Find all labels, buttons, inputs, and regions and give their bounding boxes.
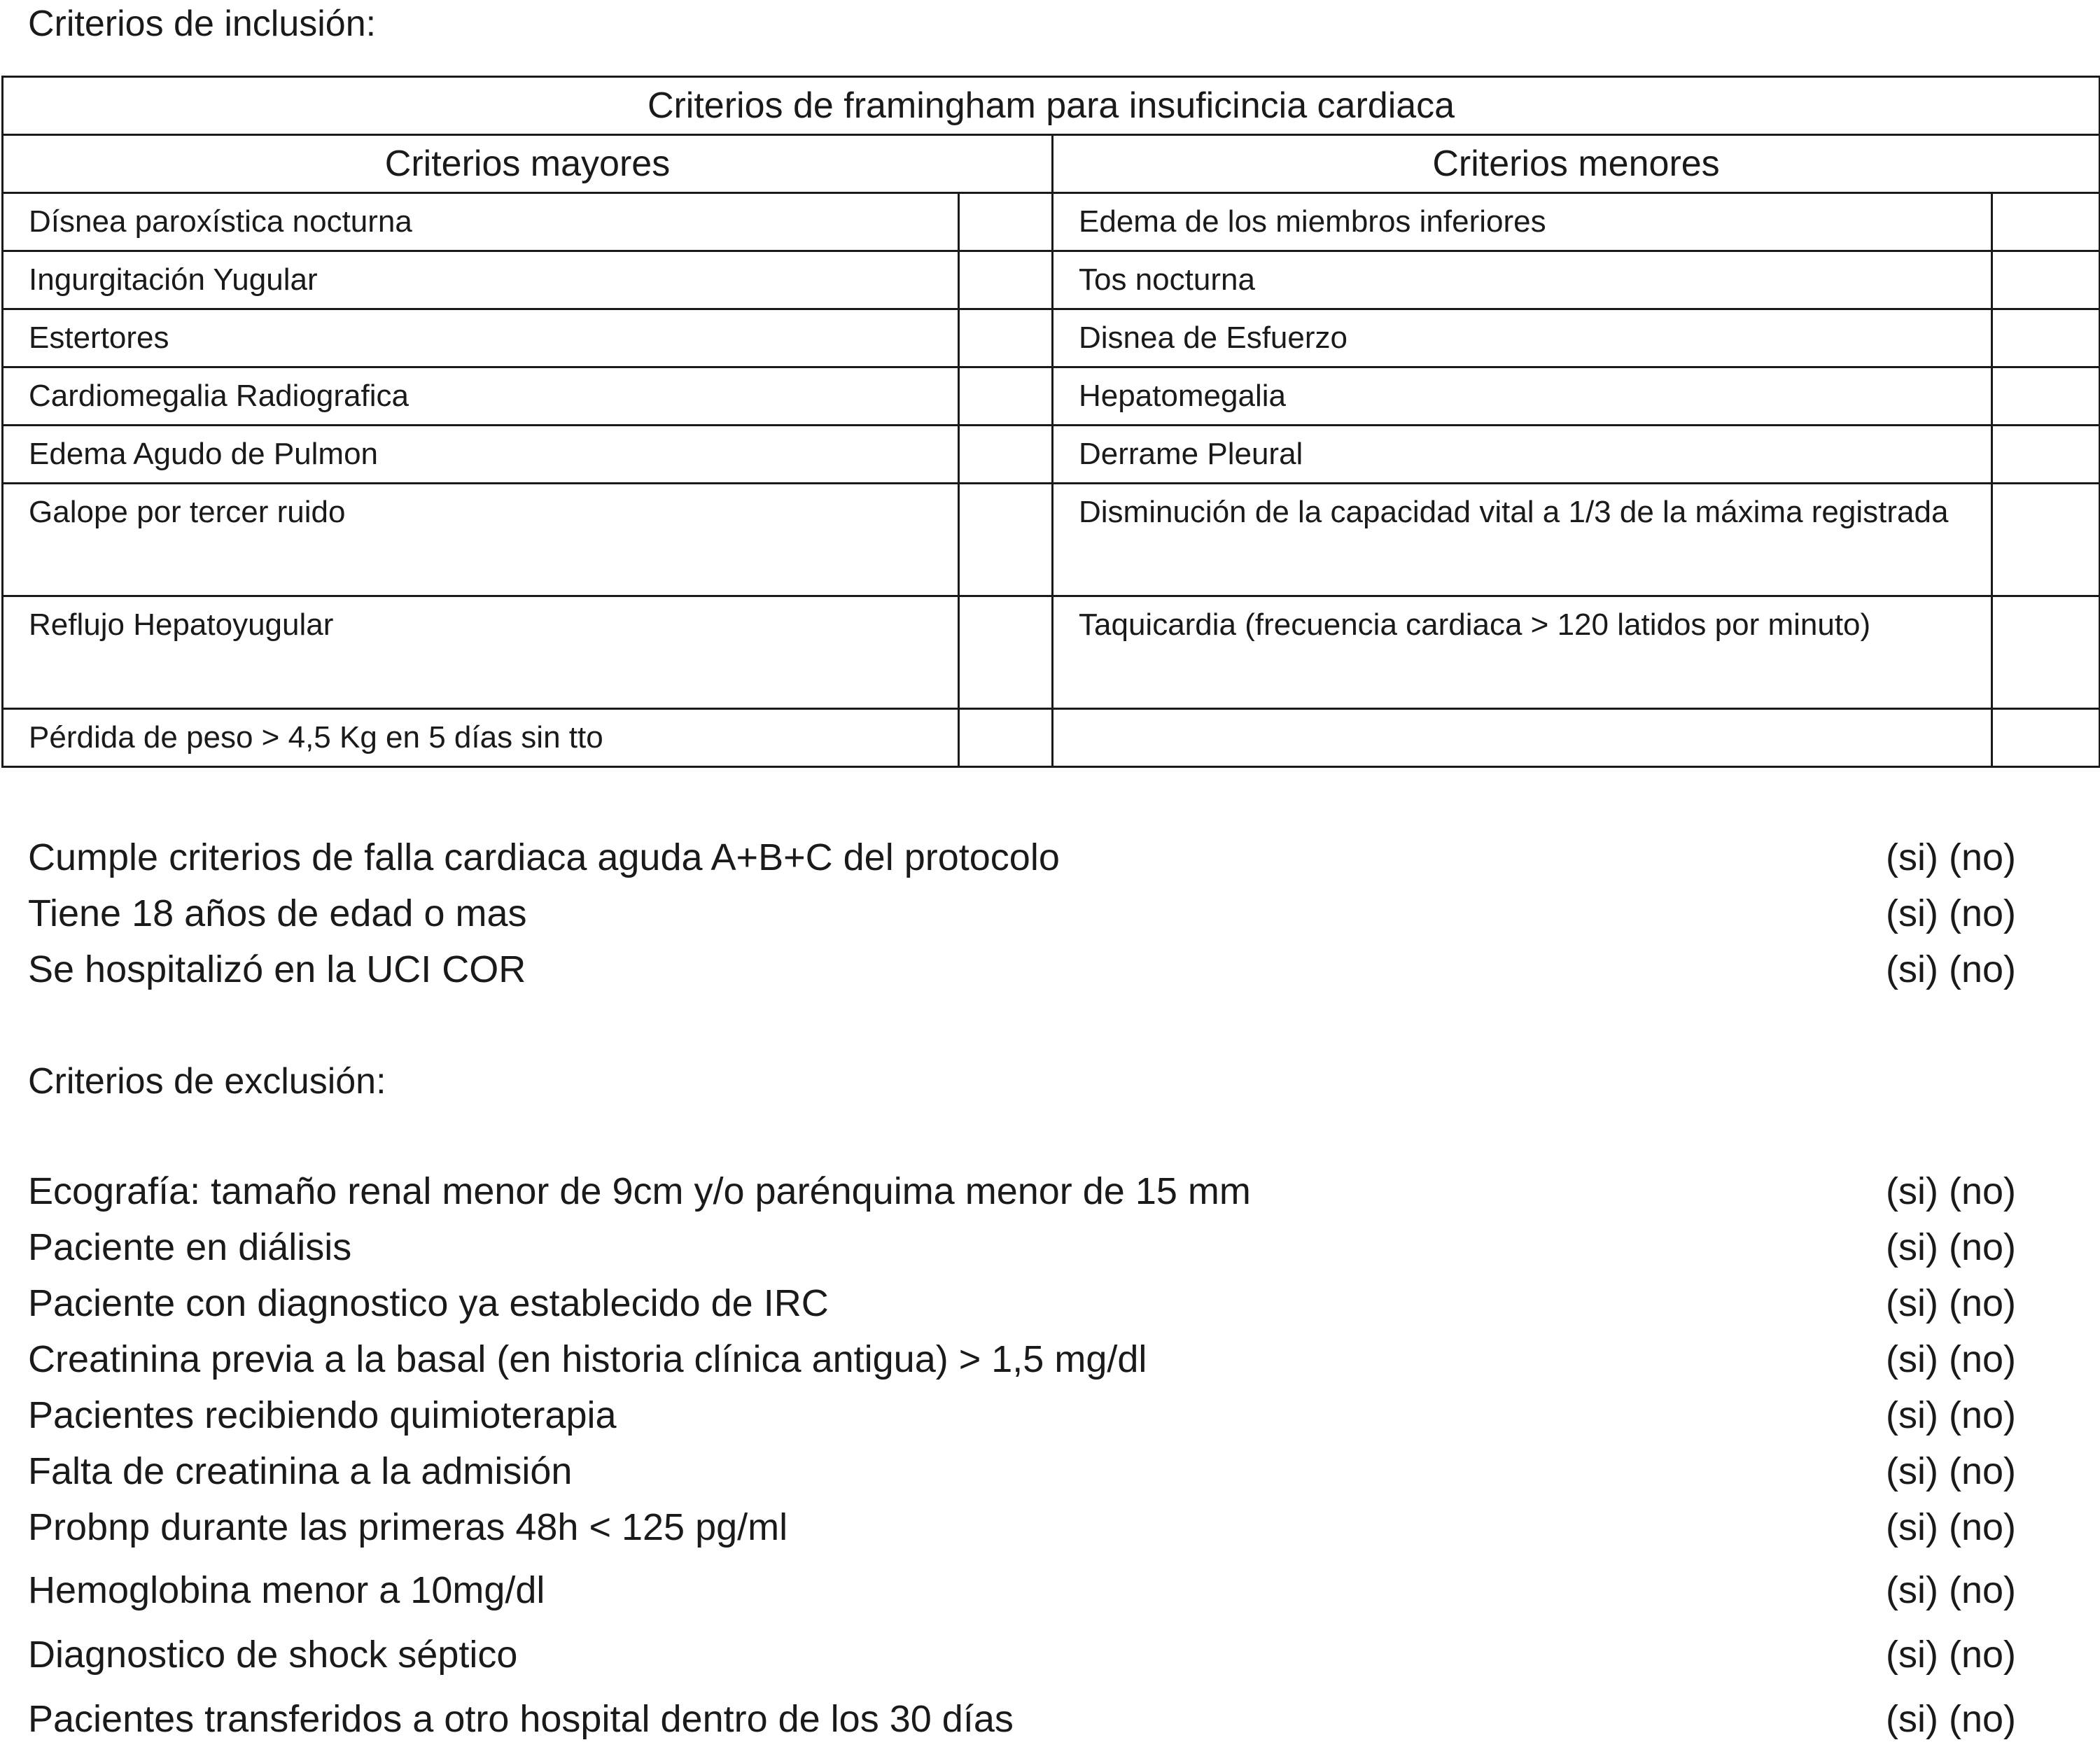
framingham-criteria-table	[1, 76, 2100, 768]
table-title: Criterios de framingham para insuficincia cardiaca	[3, 77, 2100, 135]
major-criterion: Ingurgitación Yugular	[3, 251, 959, 309]
major-check-box[interactable]	[959, 309, 1053, 367]
list-item	[28, 1163, 2072, 1219]
minor-check-box[interactable]	[1992, 309, 2100, 367]
question-text: Cumple criterios de falla cardiaca aguda A+B+C del protocolo	[28, 836, 1060, 878]
exclusion-criteria-title: Criterios de exclusión:	[28, 1061, 386, 1102]
question-text: Creatinina previa a la basal (en historia clínica antigua) > 1,5 mg/dl	[28, 1338, 1147, 1380]
exclusion-questions	[28, 1163, 2072, 1747]
yes-no-options[interactable]: (si) (no)	[1886, 1698, 2016, 1740]
list-item	[28, 941, 2072, 997]
yes-no-options[interactable]: (si) (no)	[1886, 1282, 2016, 1324]
major-check-box[interactable]	[959, 367, 1053, 426]
question-text: Paciente con diagnostico ya establecido de IRC	[28, 1282, 829, 1324]
minor-criterion: Disnea de Esfuerzo	[1053, 309, 1992, 367]
question-text: Pacientes recibiendo quimioterapia	[28, 1394, 617, 1436]
table-row	[3, 367, 2100, 426]
yes-no-options[interactable]: (si) (no)	[1886, 1394, 2016, 1436]
list-item	[28, 829, 2072, 885]
minor-criterion	[1053, 709, 1992, 767]
inclusion-criteria-title: Criterios de inclusión:	[28, 3, 377, 44]
list-item	[28, 885, 2072, 941]
minor-check-box[interactable]	[1992, 367, 2100, 426]
major-criterion: Dísnea paroxística nocturna	[3, 193, 959, 251]
major-criterion: Estertores	[3, 309, 959, 367]
major-check-box[interactable]	[959, 484, 1053, 596]
yes-no-options[interactable]: (si) (no)	[1886, 1170, 2016, 1212]
list-item	[28, 1691, 2072, 1747]
question-text: Tiene 18 años de edad o mas	[28, 892, 527, 934]
yes-no-options[interactable]: (si) (no)	[1886, 948, 2016, 990]
major-criteria-header: Criterios mayores	[3, 135, 1053, 193]
minor-criterion: Hepatomegalia	[1053, 367, 1992, 426]
list-item	[28, 1387, 2072, 1443]
minor-check-box[interactable]	[1992, 426, 2100, 484]
minor-check-box[interactable]	[1992, 596, 2100, 709]
list-item	[28, 1219, 2072, 1275]
major-criterion: Cardiomegalia Radiografica	[3, 367, 959, 426]
question-text: Paciente en diálisis	[28, 1226, 352, 1268]
inclusion-questions	[28, 829, 2072, 997]
yes-no-options[interactable]: (si) (no)	[1886, 892, 2016, 934]
minor-criterion: Edema de los miembros inferiores	[1053, 193, 1992, 251]
minor-criterion: Disminución de la capacidad vital a 1/3 de la máxima registrada	[1053, 484, 1992, 596]
major-criterion: Reflujo Hepatoyugular	[3, 596, 959, 709]
question-text: Probnp durante las primeras 48h < 125 pg/ml	[28, 1506, 788, 1548]
list-item	[28, 1275, 2072, 1331]
major-check-box[interactable]	[959, 426, 1053, 484]
minor-criteria-header: Criterios menores	[1053, 135, 2100, 193]
minor-criterion: Taquicardia (frecuencia cardiaca > 120 latidos por minuto)	[1053, 596, 1992, 709]
question-text: Diagnostico de shock séptico	[28, 1634, 518, 1676]
list-item	[28, 1627, 2072, 1683]
table-row	[3, 596, 2100, 709]
table-row	[3, 426, 2100, 484]
minor-check-box[interactable]	[1992, 193, 2100, 251]
list-item	[28, 1562, 2072, 1618]
yes-no-options[interactable]: (si) (no)	[1886, 1226, 2016, 1268]
question-text: Pacientes transferidos a otro hospital dentro de los 30 días	[28, 1698, 1014, 1740]
yes-no-options[interactable]: (si) (no)	[1886, 1450, 2016, 1492]
table-row	[3, 193, 2100, 251]
minor-criterion: Tos nocturna	[1053, 251, 1992, 309]
minor-check-box[interactable]	[1992, 709, 2100, 767]
yes-no-options[interactable]: (si) (no)	[1886, 1569, 2016, 1611]
major-check-box[interactable]	[959, 251, 1053, 309]
list-item	[28, 1499, 2072, 1555]
major-check-box[interactable]	[959, 709, 1053, 767]
table-row	[3, 251, 2100, 309]
table-row	[3, 709, 2100, 767]
minor-criterion: Derrame Pleural	[1053, 426, 1992, 484]
major-check-box[interactable]	[959, 193, 1053, 251]
question-text: Ecografía: tamaño renal menor de 9cm y/o parénquima menor de 15 mm	[28, 1170, 1251, 1212]
yes-no-options[interactable]: (si) (no)	[1886, 1338, 2016, 1380]
table-row	[3, 309, 2100, 367]
yes-no-options[interactable]: (si) (no)	[1886, 836, 2016, 878]
major-criterion: Edema Agudo de Pulmon	[3, 426, 959, 484]
list-item	[28, 1331, 2072, 1387]
minor-check-box[interactable]	[1992, 251, 2100, 309]
minor-check-box[interactable]	[1992, 484, 2100, 596]
table-row	[3, 484, 2100, 596]
major-criterion: Pérdida de peso > 4,5 Kg en 5 días sin tto	[3, 709, 959, 767]
major-criterion: Galope por tercer ruido	[3, 484, 959, 596]
major-check-box[interactable]	[959, 596, 1053, 709]
yes-no-options[interactable]: (si) (no)	[1886, 1634, 2016, 1676]
question-text: Se hospitalizó en la UCI COR	[28, 948, 526, 990]
question-text: Hemoglobina menor a 10mg/dl	[28, 1569, 545, 1611]
question-text: Falta de creatinina a la admisión	[28, 1450, 573, 1492]
yes-no-options[interactable]: (si) (no)	[1886, 1506, 2016, 1548]
list-item	[28, 1443, 2072, 1499]
